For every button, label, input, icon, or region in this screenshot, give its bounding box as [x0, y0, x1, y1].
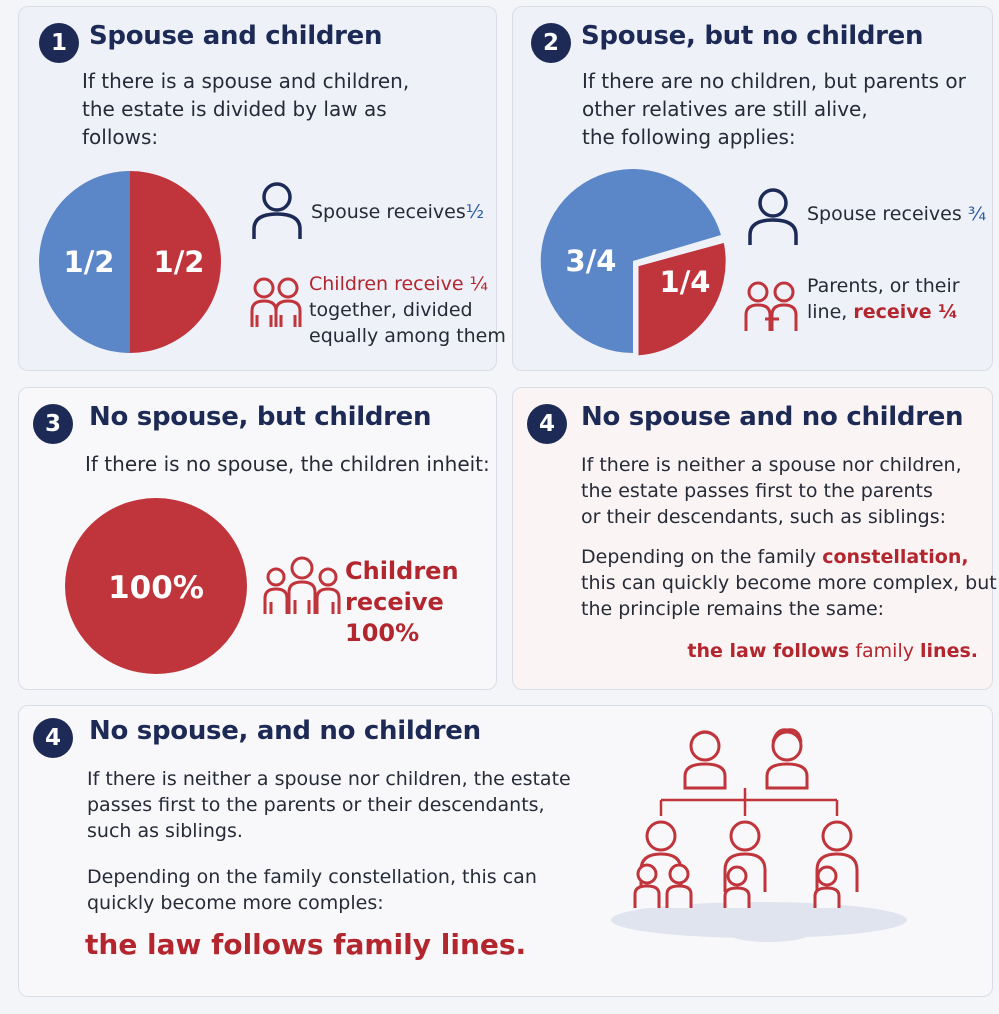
person-icon [249, 181, 305, 241]
card-title: No spouse and no children [581, 402, 964, 432]
intro-line: or their descendants, such as siblings: [581, 506, 947, 528]
card-no-spouse-children [18, 387, 497, 690]
pie-slice-parents [637, 241, 727, 357]
card-title: No spouse, but children [89, 402, 432, 432]
children-line2: receive [345, 588, 444, 616]
spouse-label: Spouse receives [807, 203, 962, 225]
spouse-share: ½ [465, 201, 485, 223]
children-line2: together, divided [309, 299, 473, 321]
pie-chart-three-quarters [541, 169, 741, 359]
intro-line: such as siblings. [87, 820, 243, 842]
children-line3: equally among them [309, 325, 506, 347]
step-number-badge: 4 [527, 404, 567, 444]
card-intro: If there is no spouse, the children inheit: [85, 452, 490, 476]
pie-label-full: 100% [108, 570, 204, 606]
pie-label-big: 3/4 [565, 244, 617, 278]
para-line1b: constellation, [822, 546, 969, 568]
parents-line2b: receive ¼ [853, 301, 958, 323]
pie-chart-half-half [39, 171, 221, 353]
para-line3: the principle remains the same: [581, 598, 885, 620]
spouse-share-text [311, 199, 484, 225]
intro-line: If there is neither a spouse nor children, the estate [87, 768, 571, 790]
card-intro [582, 67, 966, 151]
intro-line: the estate passes first to the parents [581, 480, 933, 502]
children-line3: 100% [345, 619, 420, 647]
intro-line: the estate is divided by law as [82, 97, 387, 121]
closing-c: lines. [920, 640, 978, 662]
person-icon [745, 187, 801, 247]
two-children-icon [249, 275, 305, 329]
para-line: quickly become more comples: [87, 892, 384, 914]
pie-label-right: 1/2 [153, 245, 205, 279]
closing-a: the law follows [687, 640, 850, 662]
intro-line: If there are no children, but parents or [582, 69, 966, 93]
card-no-spouse-no-children [512, 387, 997, 690]
children-line1: Children [345, 557, 459, 585]
closing-b: family [855, 640, 914, 662]
card-spouse-and-children [18, 6, 506, 371]
pie-label-left: 1/2 [63, 245, 115, 279]
intro-line: other relatives are still alive, [582, 97, 868, 121]
parents-icon [743, 279, 801, 333]
pie-label-small: 1/4 [659, 265, 711, 299]
step-number-badge: 1 [39, 23, 79, 63]
card-title: No spouse, and no children [89, 716, 481, 746]
para-line: Depending on the family constellation, this can [87, 866, 537, 888]
spouse-label: Spouse receives [311, 201, 466, 223]
card-family-lines [18, 705, 993, 997]
family-tree-icon [609, 724, 909, 946]
intro-line: If there is a spouse and children, [82, 69, 410, 93]
para-line2: this can quickly become more complex, but [581, 572, 997, 594]
spouse-share-text [807, 201, 986, 227]
spouse-share: ¾ [967, 203, 987, 225]
children-share-text [309, 271, 506, 349]
closing-statement: the law follows family lines. [85, 928, 527, 961]
intro-line: If there is neither a spouse nor children, [581, 454, 962, 476]
intro-line: the following applies: [582, 125, 796, 149]
step-number-badge: 3 [33, 404, 73, 444]
parents-line1: Parents, or their [807, 275, 960, 297]
card-title: Spouse, but no children [581, 21, 924, 51]
intro-line: passes first to the parents or their descendants, [87, 794, 545, 816]
closing-statement [687, 640, 978, 662]
card-intro [82, 67, 409, 151]
card-spouse-no-children [512, 6, 993, 371]
card-intro [581, 452, 962, 530]
children-line1: Children receive ¼ [309, 273, 488, 295]
three-children-icon [263, 556, 341, 616]
pie-chart-full [65, 498, 247, 674]
intro-line: follows: [82, 125, 159, 149]
step-number-badge: 4 [33, 718, 73, 758]
card-paragraph [581, 544, 997, 622]
parents-share-text [807, 273, 960, 325]
card-title: Spouse and children [89, 21, 383, 51]
parents-line2a: line, [807, 301, 848, 323]
card-intro [87, 766, 571, 844]
step-number-badge: 2 [531, 23, 571, 63]
para-line1a: Depending on the family [581, 546, 817, 568]
card-paragraph [87, 864, 537, 916]
children-share-text [345, 556, 459, 649]
